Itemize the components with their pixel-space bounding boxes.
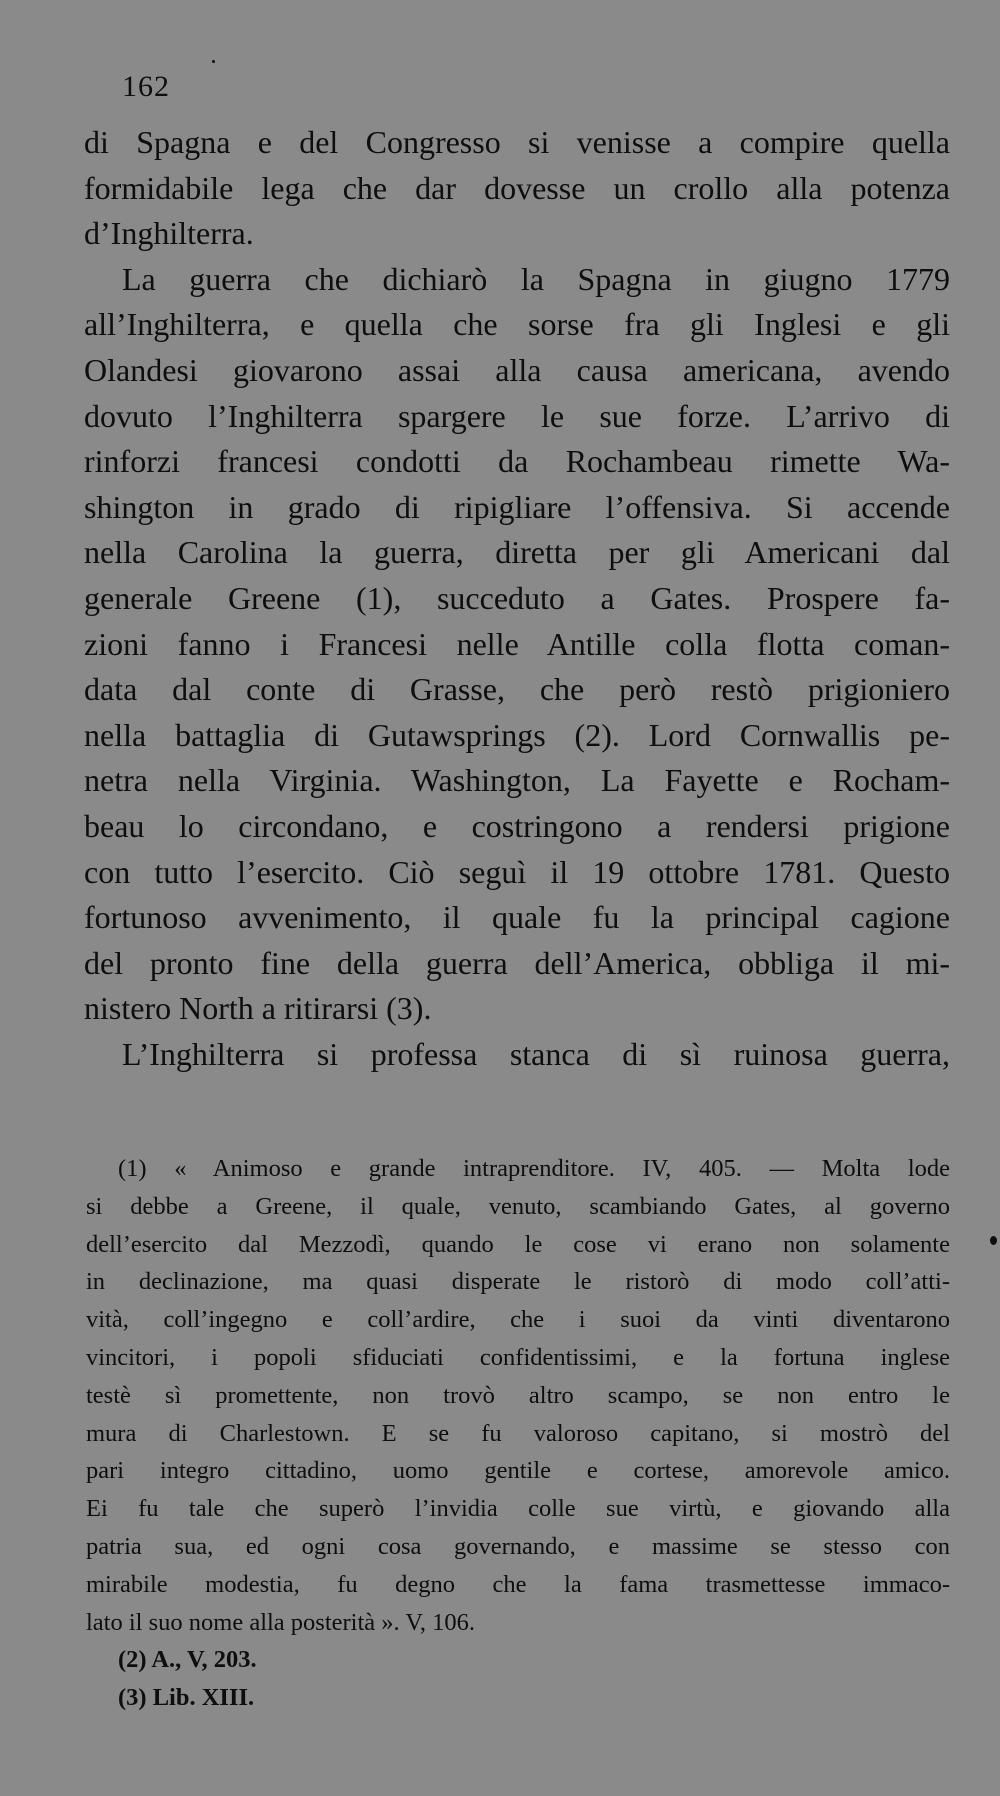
- text-line: fortunoso avvenimento, il quale fu la principal cagione: [84, 899, 950, 936]
- footnote-line: in declinazione, ma quasi disperate le ristorò di modo coll’atti-: [86, 1268, 950, 1296]
- footnote-line: dell’esercito dal Mezzodì, quando le cose vi erano non solamente: [86, 1230, 950, 1258]
- footnote-line: vincitori, i popoli sfiduciati confidentissimi, e la fortuna inglese: [86, 1343, 950, 1371]
- text-line: con tutto l’esercito. Ciò seguì il 19 ottobre 1781. Questo: [84, 853, 950, 890]
- text-line: L’Inghilterra si professa stanca di sì ruinosa guerra,: [122, 1035, 950, 1072]
- scan-speck: [212, 60, 215, 63]
- text-line: zioni fanno i Francesi nelle Antille colla flotta coman-: [84, 625, 950, 662]
- text-line: generale Greene (1), succeduto a Gates. Prospere fa-: [84, 579, 950, 616]
- text-line: La guerra che dichiarò la Spagna in giugno 1779: [122, 260, 950, 297]
- footnote-line: vità, coll’ingegno e coll’ardire, che i suoi da vinti diventarono: [86, 1306, 950, 1334]
- footnote-line: lato il suo nome alla posterità ». V, 106.: [86, 1608, 476, 1636]
- footnote-line: mura di Charlestown. E se fu valoroso capitano, si mostrò del: [86, 1419, 950, 1447]
- page-number: 162: [122, 70, 170, 103]
- text-line: d’Inghilterra.: [84, 215, 254, 252]
- text-line: nella Carolina la guerra, diretta per gli Americani dal: [84, 534, 950, 571]
- text-line: netra nella Virginia. Washington, La Fayette e Rocham-: [84, 762, 950, 799]
- text-line: formidabile lega che dar dovesse un crollo alla potenza: [84, 169, 950, 206]
- footnote-2: (2) A., V, 203.: [118, 1646, 257, 1674]
- text-line: beau lo circondano, e costringono a rendersi prigione: [84, 807, 950, 844]
- footnote-line: Ei fu tale che superò l’invidia colle sue virtù, e giovando alla: [86, 1495, 950, 1523]
- main-text-body: [84, 120, 950, 1077]
- text-line: del pronto fine della guerra dell’America, obbliga il mi-: [84, 944, 950, 981]
- footnote-line: patria sua, ed ogni cosa governando, e massime se stesso con: [86, 1532, 950, 1560]
- text-line: di Spagna e del Congresso si venisse a compire quella: [84, 124, 950, 160]
- text-line: dovuto l’Inghilterra spargere le sue forze. L’arrivo di: [84, 397, 950, 434]
- footnotes: [86, 1150, 950, 1717]
- text-line: Olandesi giovarono assai alla causa americana, avendo: [84, 351, 950, 388]
- footnote-line: pari integro cittadino, uomo gentile e cortese, amorevole amico.: [86, 1457, 950, 1485]
- text-line: shington in grado di ripigliare l’offensiva. Si accende: [84, 488, 950, 525]
- footnote-line: mirabile modestia, fu degno che la fama trasmettesse immaco-: [86, 1570, 950, 1598]
- footnote-3: (3) Lib. XIII.: [118, 1684, 255, 1712]
- text-line: all’Inghilterra, e quella che sorse fra gli Inglesi e gli: [84, 306, 950, 343]
- text-line: nistero North a ritirarsi (3).: [84, 990, 432, 1027]
- text-line: data dal conte di Grasse, che però restò prigioniero: [84, 671, 950, 708]
- footnote-line: testè sì promettente, non trovò altro scampo, se non entro le: [86, 1381, 950, 1409]
- text-line: rinforzi francesi condotti da Rochambeau rimette Wa-: [84, 443, 950, 480]
- scan-speck: [990, 1236, 997, 1245]
- footnote-line: (1) « Animoso e grande intraprenditore. IV, 405. — Molta lode: [118, 1155, 950, 1182]
- footnote-line: si debbe a Greene, il quale, venuto, scambiando Gates, al governo: [86, 1192, 950, 1220]
- text-line: nella battaglia di Gutawsprings (2). Lord Cornwallis pe-: [84, 716, 950, 753]
